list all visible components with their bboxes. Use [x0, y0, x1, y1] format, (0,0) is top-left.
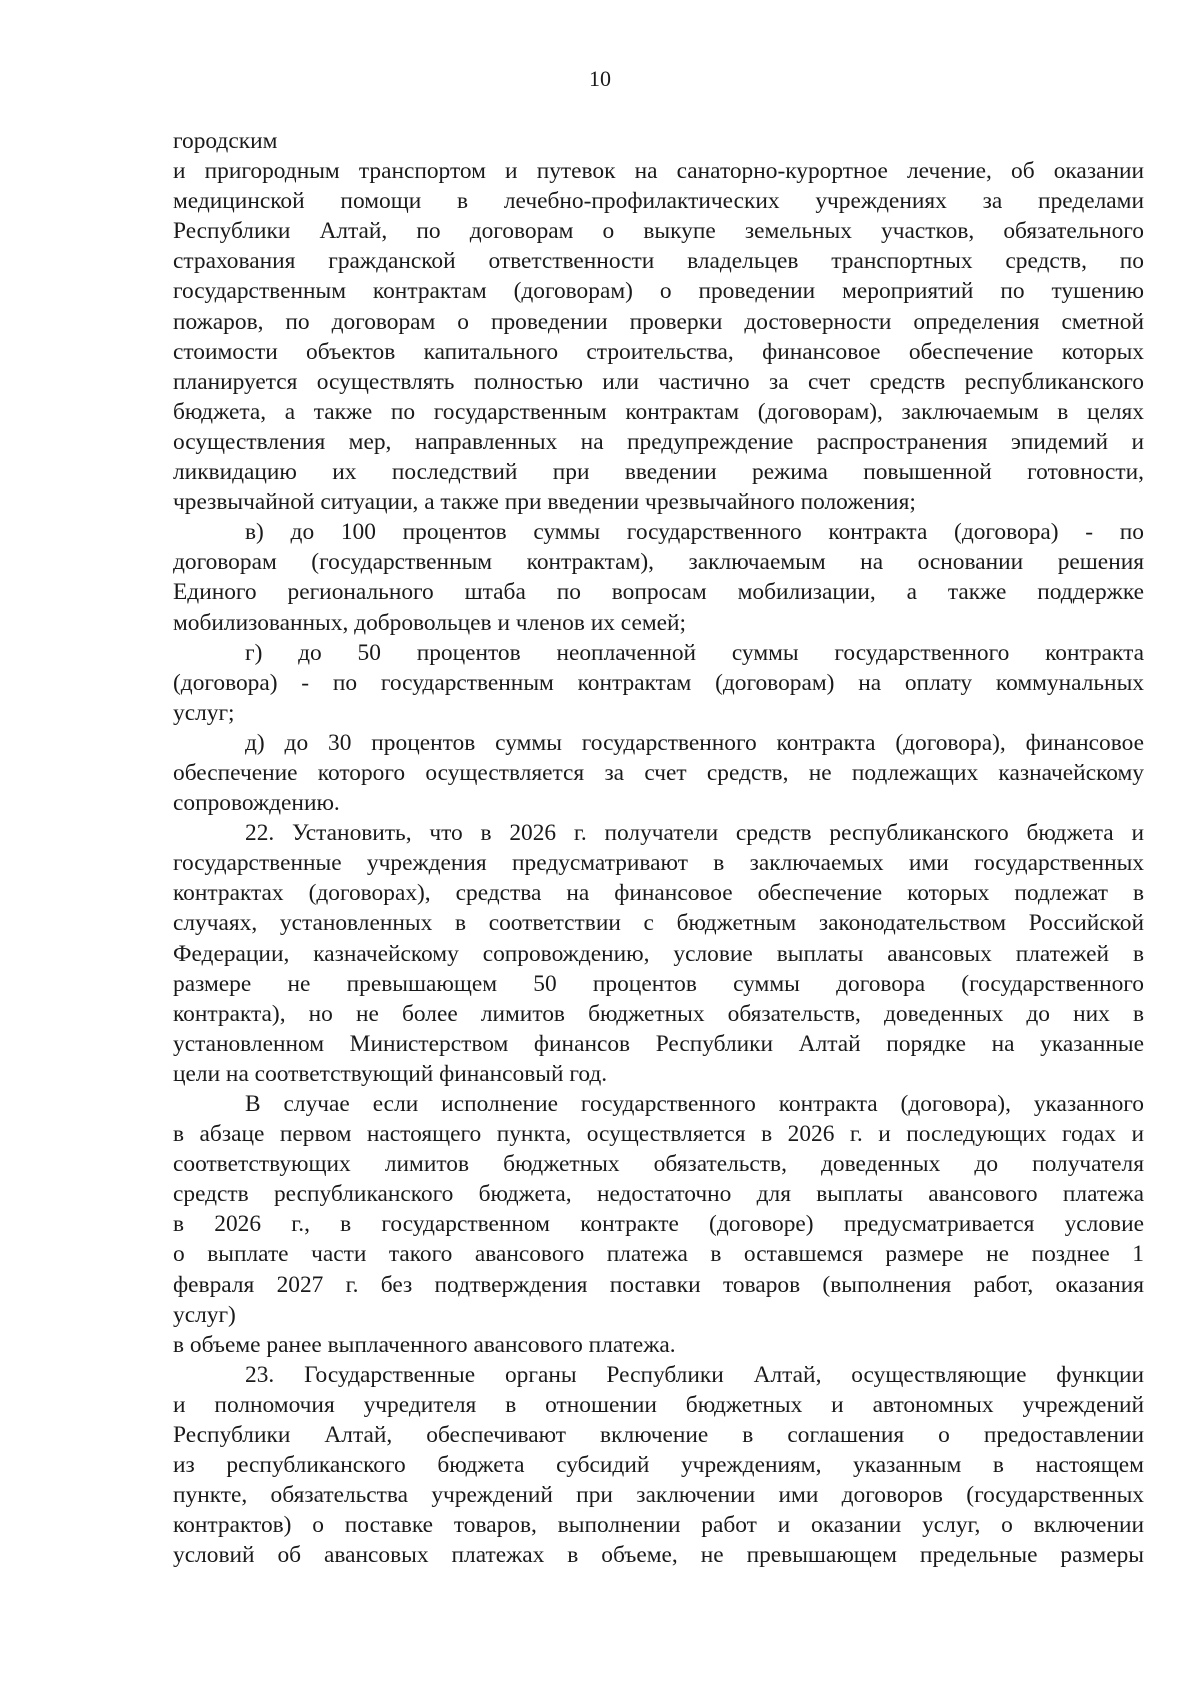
text-line: ликвидацию их последствий при введении режима повышенной готовности,: [173, 459, 1144, 486]
paragraph-case-start: В случае если исполнение государственного контракта (договора), указанного: [245, 1091, 1144, 1117]
paragraph-22-start: 22. Установить, что в 2026 г. получатели средств республиканского бюджета и: [245, 820, 1144, 847]
text-line: (договора) - по государственным контрактам (договорам) на оплату коммунальных: [173, 669, 1144, 696]
text-line: чрезвычайной ситуации, а также при введении чрезвычайного положения;: [173, 489, 916, 516]
text-line: соответствующих лимитов бюджетных обязательств, доведенных до получателя: [173, 1151, 1144, 1178]
text-line: условий об авансовых платежах в объеме, не превышающем предельные размеры: [173, 1542, 1144, 1569]
text-line: услуг): [173, 1301, 236, 1328]
text-line: государственным контрактам (договорам) о проведении мероприятий по тушению: [173, 278, 1144, 305]
text-line: сопровождению.: [173, 790, 340, 817]
text-line: о выплате части такого авансового платежа в оставшемся размере не позднее 1: [173, 1241, 1144, 1268]
paragraph-v-start: в) до 100 процентов суммы государственного контракта (договора) - по: [245, 519, 1144, 546]
text-line: мобилизованных, добровольцев и членов их семей;: [173, 609, 687, 636]
text-line: установленном Министерством финансов Республики Алтай порядке на указанные: [173, 1030, 1144, 1057]
text-line: контракта), но не более лимитов бюджетных обязательств, доведенных до них в: [173, 1000, 1144, 1027]
text-line: государственные учреждения предусматривают в заключаемых ими государственных: [173, 850, 1144, 877]
text-line: стоимости объектов капитального строительства, финансовое обеспечение которых: [173, 338, 1144, 365]
page-number: 10: [589, 66, 611, 91]
text-line: и полномочия учредителя в отношении бюджетных и автономных учреждений: [173, 1391, 1144, 1418]
text-line: Единого регионального штаба по вопросам мобилизации, а также поддержке: [173, 579, 1144, 606]
text-line: в 2026 г., в государственном контракте (договоре) предусматривается условие: [173, 1211, 1144, 1238]
text-line: пункте, обязательства учреждений при заключении ими договоров (государственных: [173, 1482, 1144, 1509]
text-line: пожаров, по договорам о проведении проверки достоверности определения сметной: [173, 308, 1144, 335]
text-line: бюджета, а также по государственным контрактам (договорам), заключаемым в целях: [173, 398, 1144, 425]
text-line: в абзаце первом настоящего пункта, осуществляется в 2026 г. и последующих годах и: [173, 1121, 1144, 1148]
paragraph-23-start: 23. Государственные органы Республики Алтай, осуществляющие функции: [245, 1361, 1144, 1388]
text-line: Республики Алтай, обеспечивают включение в соглашения о предоставлении: [173, 1422, 1144, 1449]
text-line: медицинской помощи в лечебно-профилактических учреждениях за пределами: [173, 188, 1144, 215]
text-line: городским: [173, 128, 278, 154]
text-line: цели на соответствующий финансовый год.: [173, 1060, 608, 1087]
text-line: контрактах (договорах), средства на финансовое обеспечение которых подлежат в: [173, 880, 1144, 907]
text-line: Республики Алтай, по договорам о выкупе земельных участков, обязательного: [173, 218, 1144, 245]
text-line: страхования гражданской ответственности владельцев транспортных средств, по: [173, 248, 1144, 275]
text-line: услуг;: [173, 699, 235, 726]
paragraph-d-start: д) до 30 процентов суммы государственного контракта (договора), финансовое: [245, 729, 1144, 756]
text-line: размере не превышающем 50 процентов суммы договора (государственного: [173, 970, 1144, 997]
text-line: случаях, установленных в соответствии с бюджетным законодательством Российской: [173, 910, 1144, 937]
text-line: в объеме ранее выплаченного авансового платежа.: [173, 1331, 676, 1358]
text-line: осуществления мер, направленных на предупреждение распространения эпидемий и: [173, 428, 1144, 455]
text-line: средств республиканского бюджета, недостаточно для выплаты авансового платежа: [173, 1181, 1144, 1208]
document-body: [173, 126, 1144, 1571]
text-line: февраля 2027 г. без подтверждения поставки товаров (выполнения работ, оказания: [173, 1271, 1144, 1298]
text-line: планируется осуществлять полностью или частично за счет средств республиканского: [173, 368, 1144, 395]
text-line: и пригородным транспортом и путевок на санаторно-курортное лечение, об оказании: [173, 158, 1144, 185]
text-line: обеспечение которого осуществляется за счет средств, не подлежащих казначейскому: [173, 759, 1144, 786]
text-line: контрактов) о поставке товаров, выполнении работ и оказании услуг, о включении: [173, 1512, 1144, 1539]
text-line: Федерации, казначейскому сопровождению, условие выплаты авансовых платежей в: [173, 940, 1144, 967]
text-line: договорам (государственным контрактам), заключаемым на основании решения: [173, 549, 1144, 576]
paragraph-g-start: г) до 50 процентов неоплаченной суммы государственного контракта: [245, 639, 1144, 666]
text-line: из республиканского бюджета субсидий учреждениям, указанным в настоящем: [173, 1452, 1144, 1479]
